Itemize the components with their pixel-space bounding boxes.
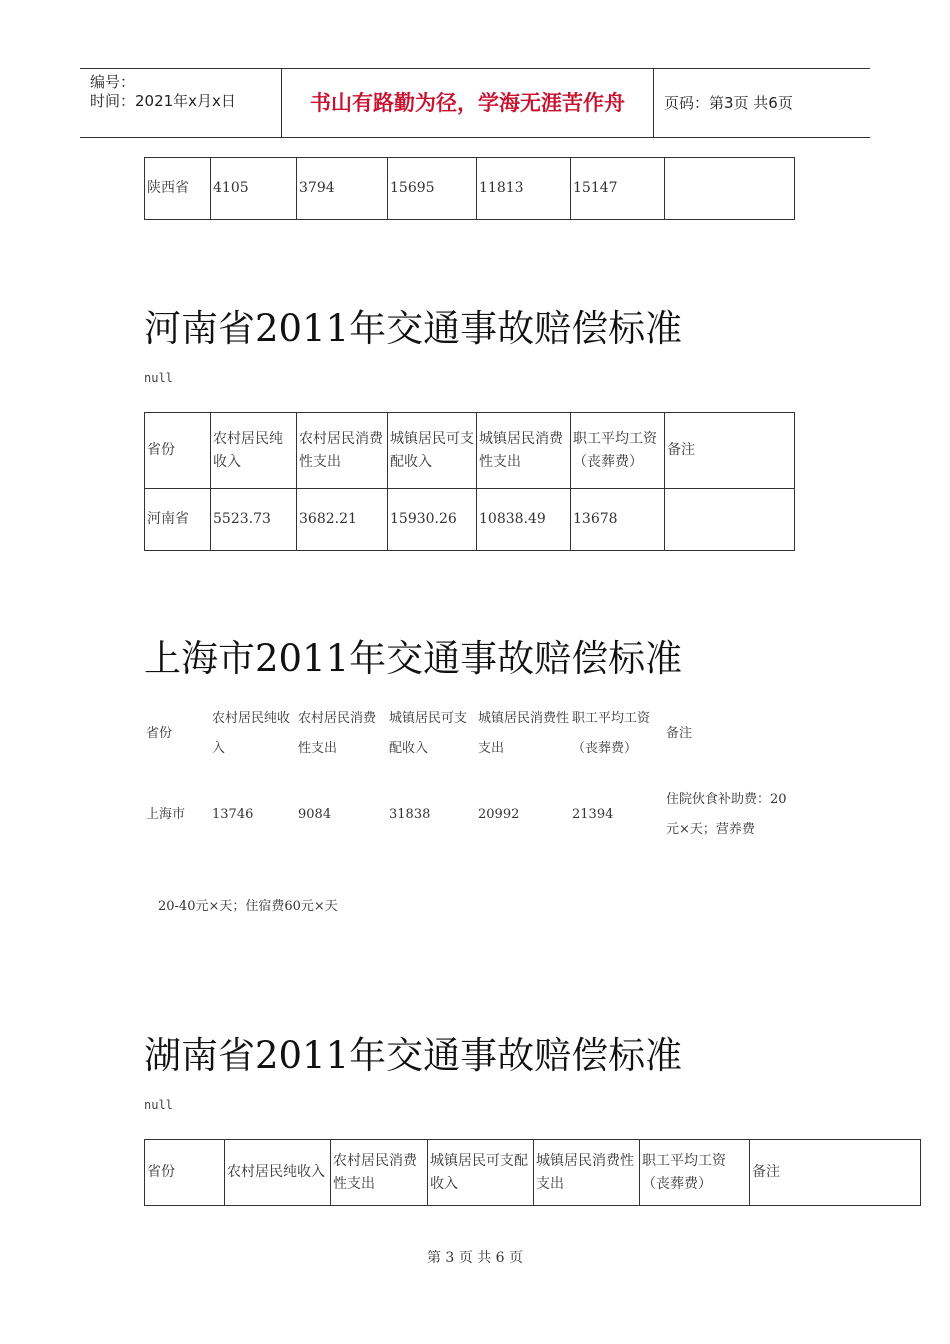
henan-table bbox=[144, 412, 795, 551]
table-header-row bbox=[144, 703, 794, 765]
table-cell: 13678 bbox=[571, 489, 665, 551]
column-header: 农村居民纯收入 bbox=[211, 413, 297, 489]
table-cell: 21394 bbox=[572, 807, 614, 822]
header-motto: 书山有路勤为径，学海无涯苦作舟 bbox=[281, 69, 654, 137]
column-header: 备注 bbox=[750, 1140, 921, 1206]
column-header: 省份 bbox=[146, 726, 173, 741]
table-cell: 13746 bbox=[212, 807, 254, 822]
table-cell: 住院伙食补助费：20元×天；营养费 bbox=[666, 792, 787, 837]
column-header: 农村居民消费性支出 bbox=[298, 711, 377, 756]
table-header-row bbox=[145, 413, 795, 489]
section-title-hunan: 湖南省2011年交通事故赔偿标准 bbox=[144, 1034, 683, 1077]
column-header: 城镇居民可支配收入 bbox=[389, 711, 468, 756]
column-header: 农村居民消费性支出 bbox=[331, 1140, 428, 1206]
section-title-henan: 河南省2011年交通事故赔偿标准 bbox=[144, 307, 683, 350]
column-header: 城镇居民消费性支出 bbox=[534, 1140, 640, 1206]
page-footer: 第 3 页 共 6 页 bbox=[426, 1250, 524, 1266]
column-header: 农村居民纯收入 bbox=[212, 711, 291, 756]
table-cell: 3682.21 bbox=[297, 489, 388, 551]
hunan-table bbox=[144, 1139, 921, 1206]
column-header: 职工平均工资（丧葬费） bbox=[572, 711, 651, 756]
column-header: 备注 bbox=[666, 726, 693, 741]
page-header bbox=[80, 68, 870, 138]
column-header: 城镇居民可支配收入 bbox=[428, 1140, 534, 1206]
null-text: null bbox=[144, 371, 173, 385]
table-cell: 陕西省 bbox=[145, 158, 211, 220]
shanghai-note-continued: 20-40元×天；住宿费60元×天 bbox=[158, 899, 338, 914]
table-cell: 15930.26 bbox=[388, 489, 477, 551]
table-cell: 上海市 bbox=[146, 807, 186, 822]
table-cell: 9084 bbox=[298, 807, 332, 822]
table-cell: 河南省 bbox=[145, 489, 211, 551]
table-cell: 15695 bbox=[388, 158, 477, 220]
table-cell: 4105 bbox=[211, 158, 297, 220]
column-header: 城镇居民消费性支出 bbox=[478, 711, 570, 756]
column-header: 备注 bbox=[665, 413, 795, 489]
table-row bbox=[145, 489, 795, 551]
table-cell: 3794 bbox=[297, 158, 388, 220]
shanghai-table bbox=[144, 703, 794, 865]
header-page-label: 页码：第3页 共6页 bbox=[664, 94, 793, 112]
table-row bbox=[144, 765, 794, 865]
table-row bbox=[145, 158, 795, 220]
table-cell bbox=[665, 158, 795, 220]
table-header-row bbox=[145, 1140, 921, 1206]
table-cell: 11813 bbox=[477, 158, 571, 220]
document-number-label: 编号： bbox=[90, 73, 136, 91]
table-cell: 20992 bbox=[478, 807, 520, 822]
table-cell: 15147 bbox=[571, 158, 665, 220]
table-cell: 10838.49 bbox=[477, 489, 571, 551]
null-text: null bbox=[144, 1098, 173, 1112]
column-header: 省份 bbox=[145, 1140, 225, 1206]
document-time-label: 时间：2021年x月x日 bbox=[90, 92, 236, 110]
header-meta bbox=[80, 69, 281, 137]
section-title-shanghai: 上海市2011年交通事故赔偿标准 bbox=[144, 637, 683, 680]
column-header: 职工平均工资（丧葬费） bbox=[640, 1140, 750, 1206]
column-header: 城镇居民消费性支出 bbox=[477, 413, 571, 489]
column-header: 城镇居民可支配收入 bbox=[388, 413, 477, 489]
table-cell: 31838 bbox=[389, 807, 431, 822]
shaanxi-table bbox=[144, 157, 795, 220]
column-header: 农村居民纯收入 bbox=[225, 1140, 331, 1206]
column-header: 职工平均工资（丧葬费） bbox=[571, 413, 665, 489]
table-cell: 5523.73 bbox=[211, 489, 297, 551]
table-cell bbox=[665, 489, 795, 551]
column-header: 省份 bbox=[145, 413, 211, 489]
column-header: 农村居民消费性支出 bbox=[297, 413, 388, 489]
